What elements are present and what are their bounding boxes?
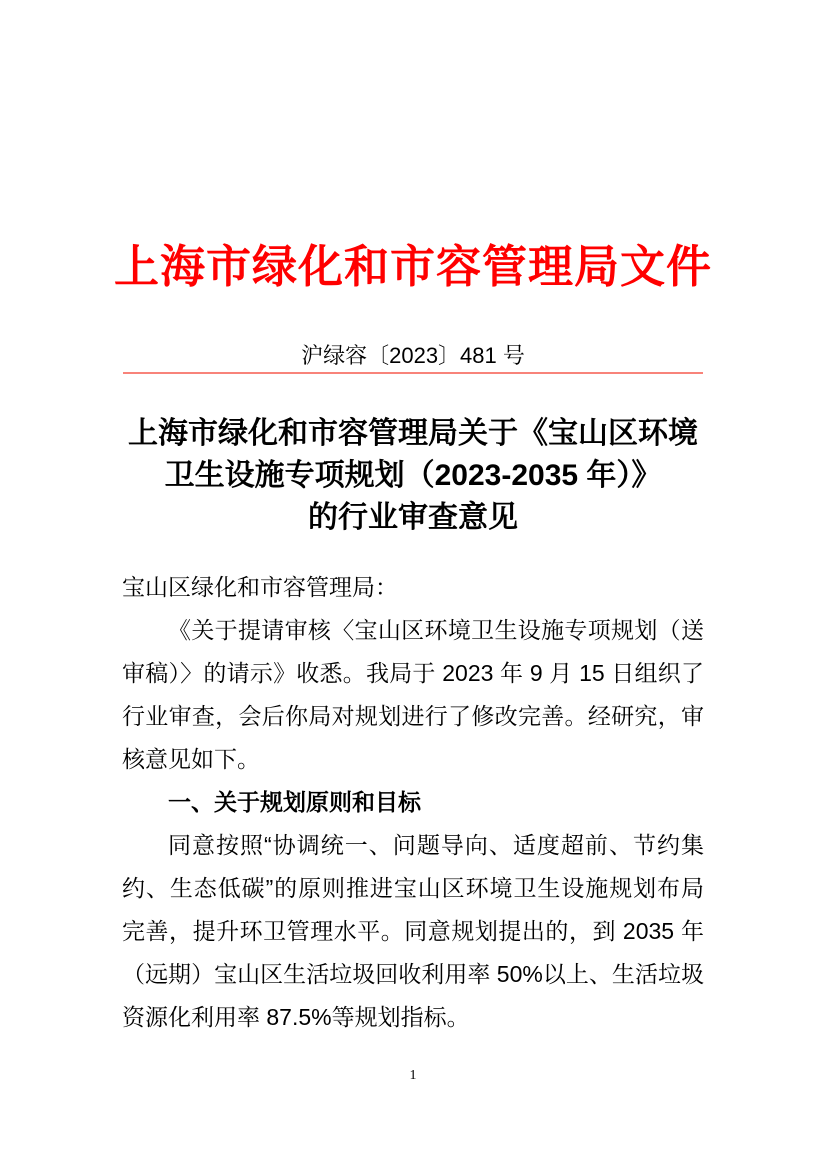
body-paragraph-1: 《关于提请审核〈宝山区环境卫生设施专项规划（送审稿）〉的请示》收悉。我局于 2023 年 9 月 15 日组织了行业审查，会后你局对规划进行了修改完善。经研究，审核意见如下。 (122, 617, 704, 772)
page-number: 1 (409, 1068, 417, 1083)
document-title-line-3: 的行业审查意见 (308, 501, 518, 534)
red-divider-line (123, 372, 703, 374)
section-1-paragraph: 同意按照“协调统一、问题导向、适度超前、节约集约、生态低碳”的原则推进宝山区环境卫生设施规划布局完善，提升环卫管理水平。同意规划提出的，到 2035 年（远期）宝山区生活垃圾回收利用率 50%以上、生活垃圾资源化利用率 87.5%等规划指标。 (122, 832, 704, 1030)
section-1-heading: 一、关于规划原则和目标 (168, 789, 421, 815)
document-number: 沪绿容〔2023〕481 号 (301, 343, 525, 368)
document-body (122, 566, 704, 1039)
document-title (93, 413, 733, 539)
document-title-line-2: 卫生设施专项规划（2023-2035 年）》 (164, 459, 662, 492)
document-header-title: 上海市绿化和市容管理局文件 (113, 241, 712, 292)
document-title-line-1: 上海市绿化和市容管理局关于《宝山区环境 (128, 417, 698, 450)
salutation-line: 宝山区绿化和市容管理局： (122, 574, 398, 600)
